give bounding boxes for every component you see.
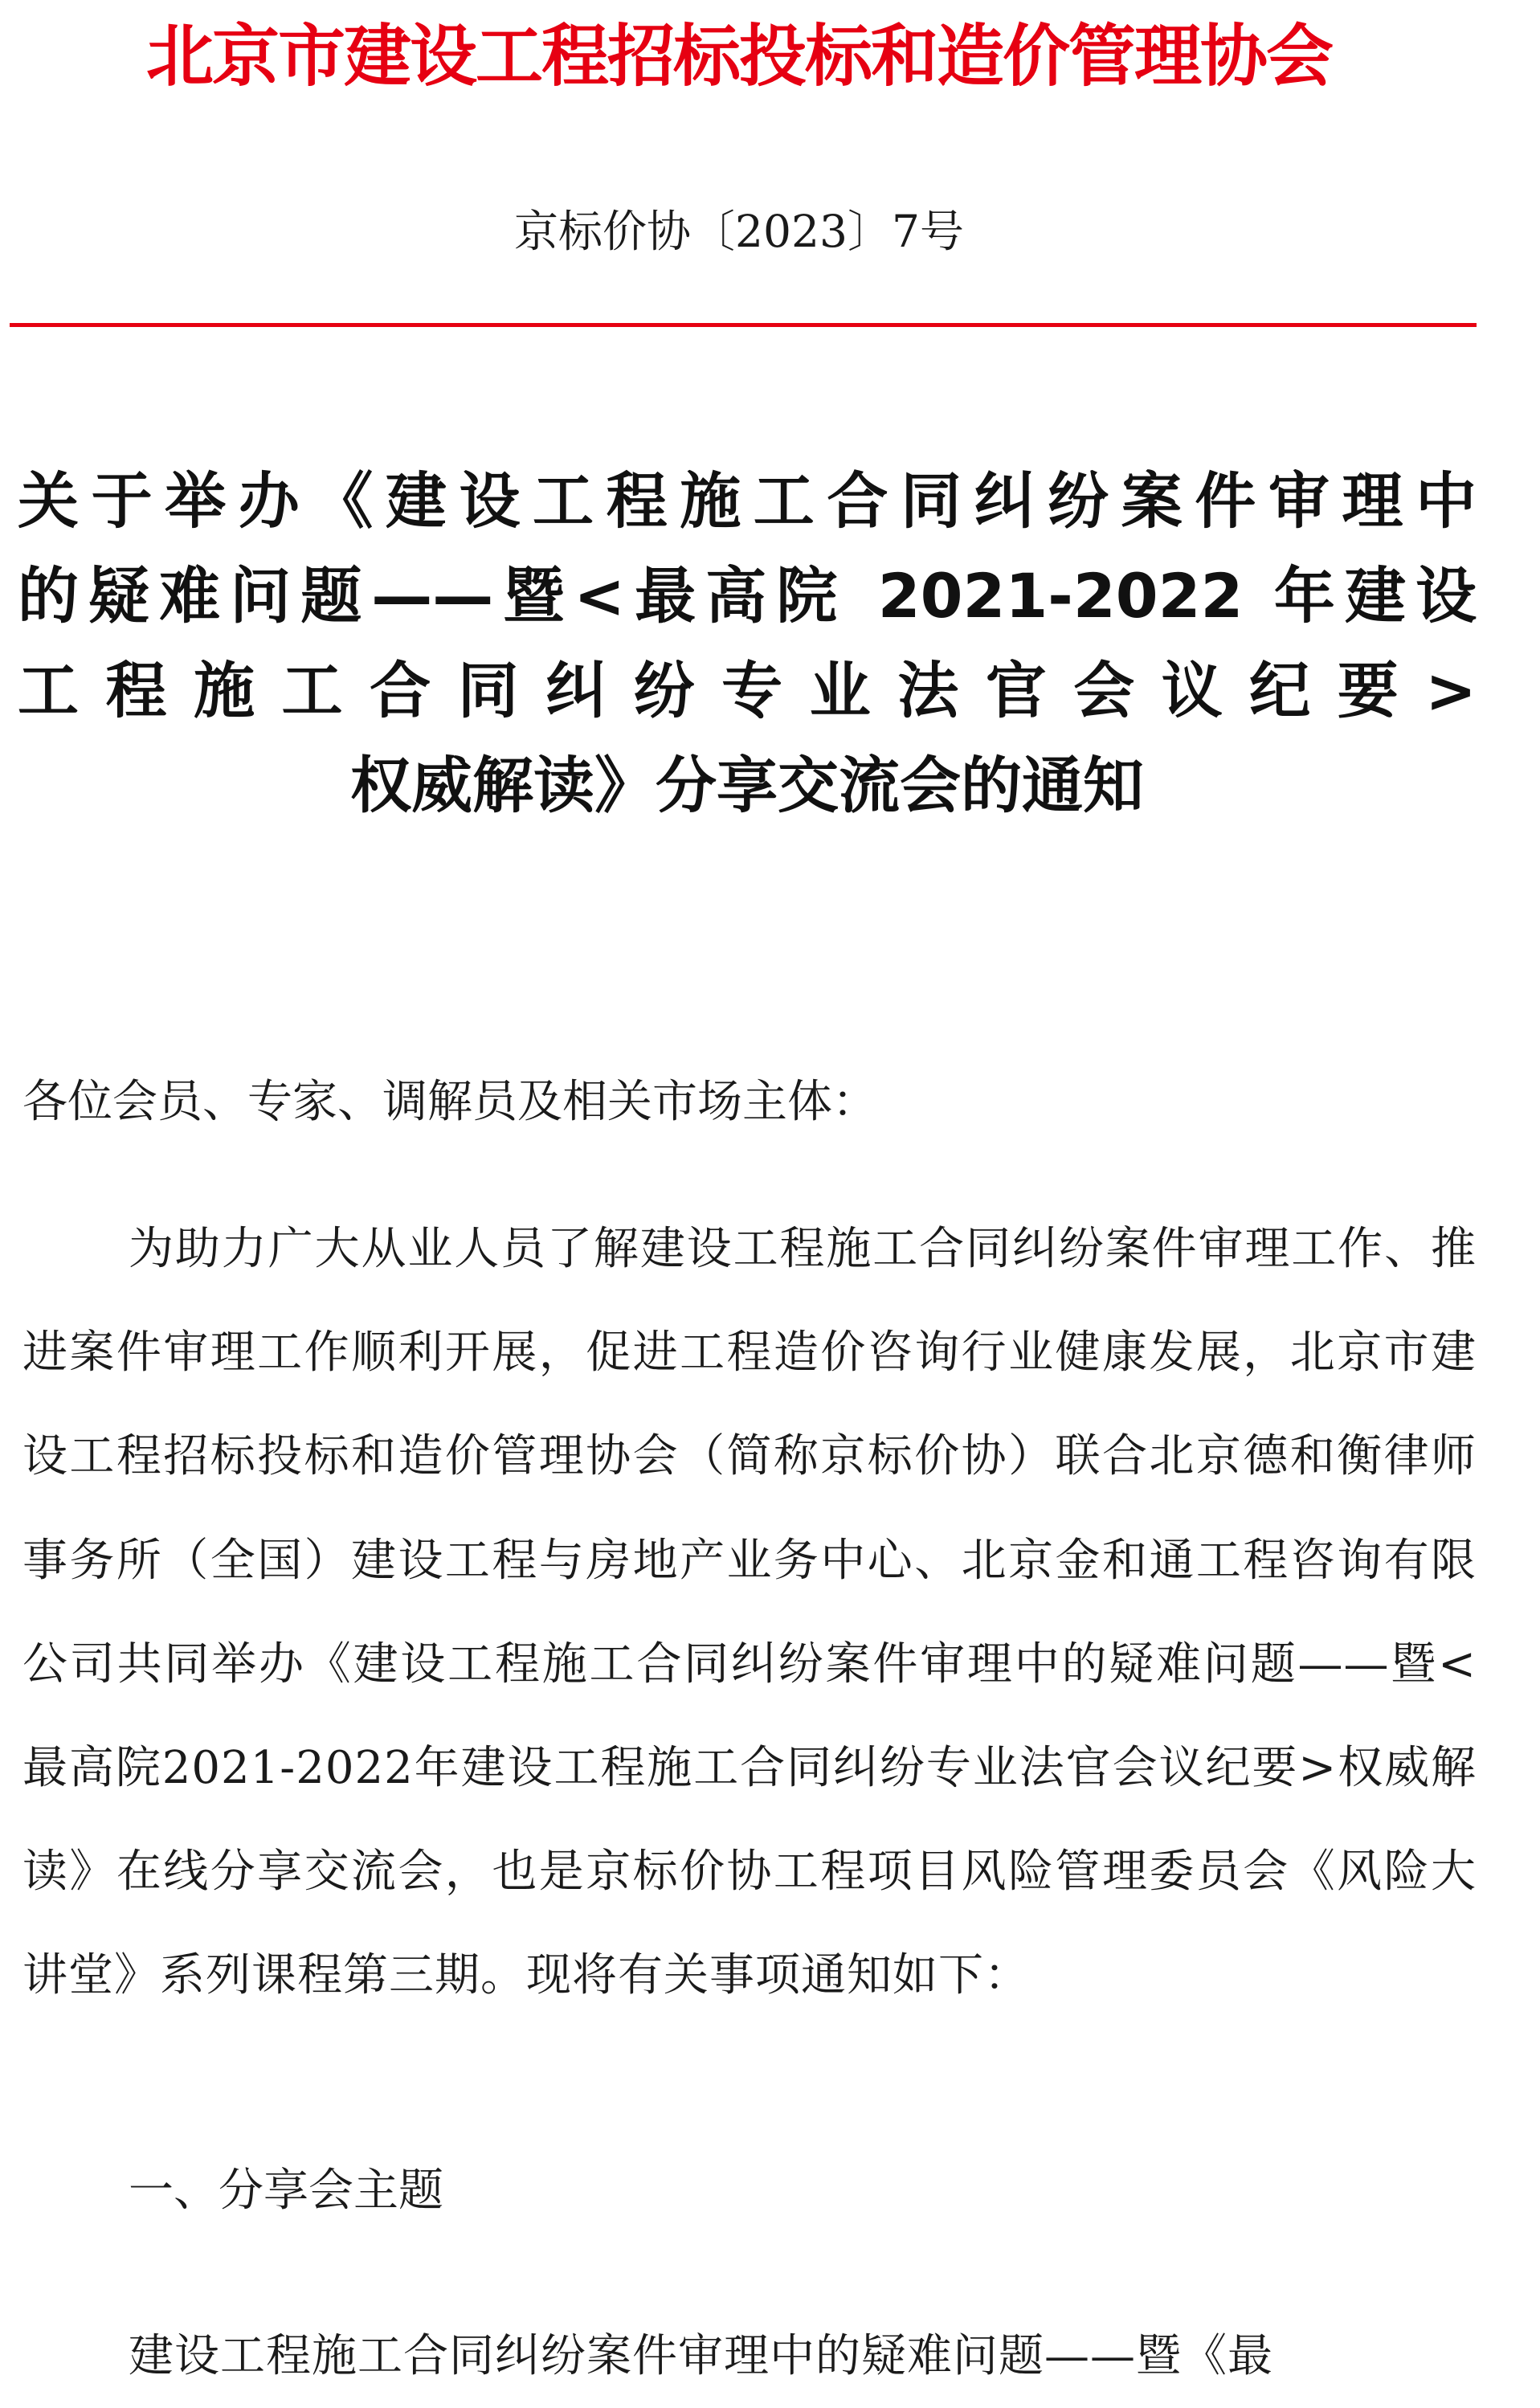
title-line: 工程施工合同纠纷专业法官会议纪要>	[18, 655, 1477, 726]
salutation: 各位会员、专家、调解员及相关市场主体：	[22, 1076, 877, 1128]
header-divider	[10, 323, 1477, 327]
organization-header: 北京市建设工程招标投标和造价管理协会	[145, 16, 1332, 96]
title-line: 权威解读》分享交流会的通知	[350, 750, 1144, 821]
body-paragraph: 建设工程施工合同纠纷案件审理中的疑难问题——暨《最	[129, 2330, 1273, 2382]
document-title	[18, 454, 1477, 833]
title-line: 的疑难问题——暨<最高院 2021-2022 年建设	[18, 560, 1477, 632]
title-line: 关于举办《建设工程施工合同纠纷案件审理中	[18, 465, 1477, 537]
section-heading: 一、分享会主题	[129, 2165, 443, 2217]
document-number: 京标价协〔2023〕7号	[514, 206, 964, 257]
body-paragraph: 为助力广大从业人员了解建设工程施工合同纠纷案件审理工作、推进案件审理工作顺利开展，促进工程造价咨询行业健康发展，北京市建设工程招标投标和造价管理协会（简称京标价协）联合北京德和衡律师事务所（全国）建设工程与房地产业务中心、北京金和通工程咨询有限公司共同举办《建设工程施工合同纠纷案件审理中的疑难问题——暨<最高院2021-2022年建设工程施工合同纠纷专业法官会议纪要>权威解读》在线分享交流会，也是京标价协工程项目风险管理委员会《风险大讲堂》系列课程第三期。现将有关事项通知如下：	[22, 1223, 1477, 2002]
